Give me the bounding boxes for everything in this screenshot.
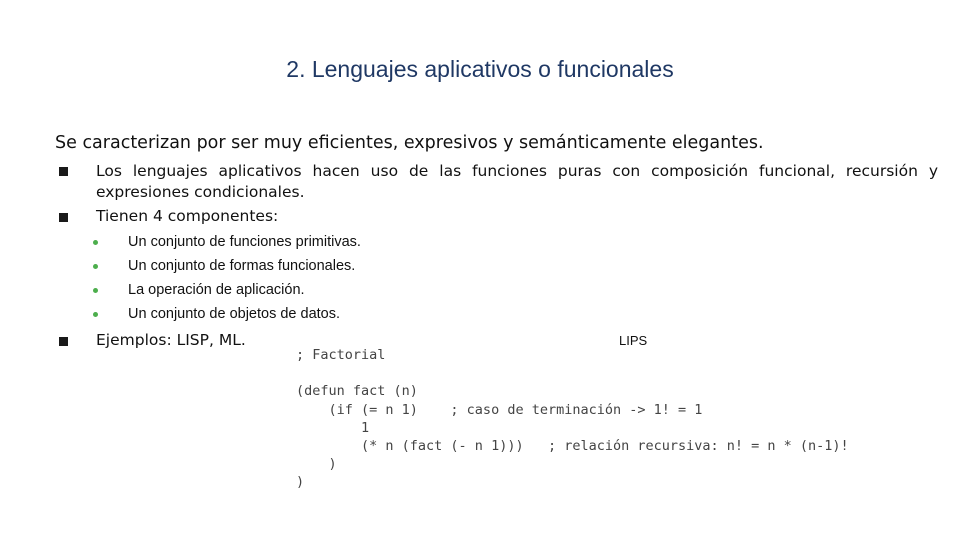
code-line: ) [296,474,305,491]
component-item: Un conjunto de funciones primitivas. [128,234,361,250]
bullet-pure-functions: Los lenguajes aplicativos hacen uso de las funciones puras con composición funcional, recursión y expresiones condicionales. [96,162,938,201]
code-line: (if (= n 1) ; caso de terminación -> 1! = 1 [296,401,703,418]
sub-bullet-icon [93,288,98,293]
square-bullet-icon [59,167,68,176]
code-line: ; Factorial [296,347,386,363]
code-line: (* n (fact (- n 1))) ; relación recursiva: n! = n * (n-1)! [296,438,849,455]
slide-title: 2. Lenguajes aplicativos o funcionales [286,56,674,82]
bullet-components: Tienen 4 componentes: [96,207,279,225]
sub-bullet-icon [93,312,98,317]
square-bullet-icon [59,337,68,346]
bullet-examples: Ejemplos: LISP, ML. [96,331,246,349]
code-line: (defun fact (n) [296,383,418,400]
code-block [296,346,849,492]
code-line: 1 [296,419,370,436]
sub-bullet-icon [93,264,98,269]
component-item: La operación de aplicación. [128,282,305,298]
sub-bullet-icon [93,240,98,245]
square-bullet-icon [59,213,68,222]
component-item: Un conjunto de objetos de datos. [128,306,341,322]
code-label: LIPS [619,333,648,348]
intro-text: Se caracterizan por ser muy eficientes, expresivos y semánticamente elegantes. [55,133,764,153]
code-line: ) [296,456,337,473]
component-item: Un conjunto de formas funcionales. [128,258,356,274]
